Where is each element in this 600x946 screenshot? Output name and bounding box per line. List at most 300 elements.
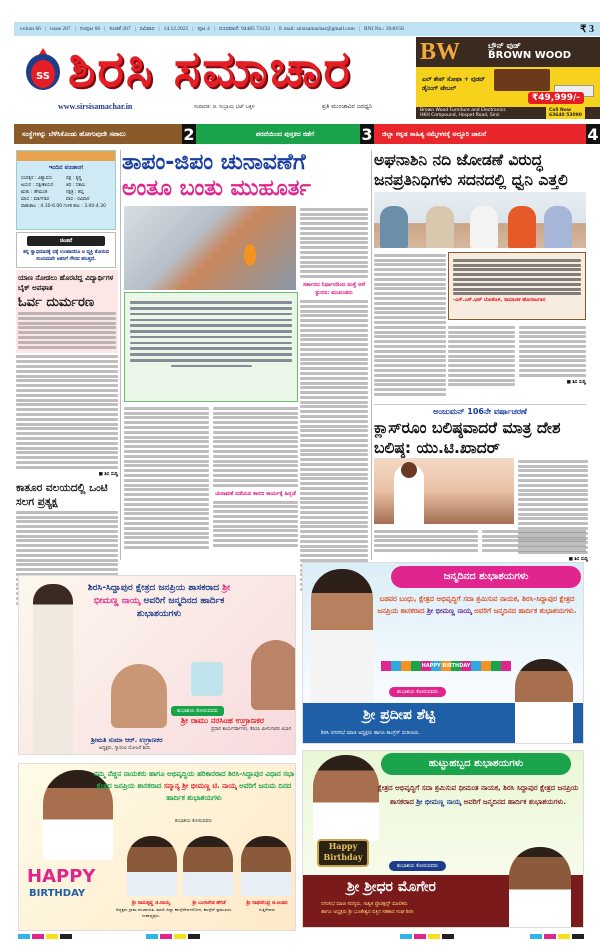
text-line	[374, 340, 446, 343]
text-line	[124, 412, 209, 415]
text-line	[482, 544, 586, 547]
text-line	[300, 324, 368, 327]
text-line	[130, 342, 292, 345]
text-line	[300, 497, 368, 500]
ad-offer: ಎಲ್ ಶೇಪ್ ಸೋಫಾ + ವುಡನ್ ಡೈನಿಂಗ್ ಟೇಬಲ್	[422, 76, 486, 92]
phone: ದೂರವಾಣಿ: 94485 73133	[218, 25, 270, 32]
text-line	[374, 359, 446, 362]
ad-logo: BW	[420, 39, 461, 65]
text-line	[124, 508, 209, 511]
text-line	[519, 345, 586, 348]
text-line	[16, 384, 118, 387]
text-line	[18, 317, 116, 320]
wishers-badge: ಶುಭಾಶಯ ಕೋರುವವರು	[389, 687, 446, 697]
thought-box	[16, 232, 116, 268]
left-story-accident[interactable]	[16, 270, 118, 613]
text-line	[300, 386, 368, 389]
text-line	[213, 445, 298, 448]
text-line	[300, 540, 368, 543]
mla-waving-photo	[33, 584, 73, 755]
volume: volum 66	[20, 26, 41, 32]
text-line	[519, 369, 586, 372]
ad-title: ಜನ್ಮದಿನದ ಶುಭಾಶಯಗಳು	[391, 566, 581, 588]
text-line	[16, 559, 118, 562]
text-line	[300, 516, 368, 519]
text-line	[453, 259, 581, 262]
logo-icon	[24, 46, 62, 92]
story-body	[18, 312, 116, 349]
ad-message	[371, 593, 583, 617]
lead-subhead: ಸರ್ಕಾರದ ನಿರ್ಧಾರದಿಂದ ಮತ್ತೆ ಆಸೆ ಸ್ಫುರಣ: ಮುಖಂಡರು	[303, 281, 365, 296]
panchanga-cell: ಅಯನ : ದಕ್ಷಿಣಾಯನ	[21, 183, 54, 188]
text-line	[213, 510, 298, 513]
text-line	[374, 287, 446, 290]
registration-marks	[530, 934, 584, 939]
ad-message-pre: ಶಿರಸಿ-ಸಿದ್ದಾಪುರ ಕ್ಷೇತ್ರದ ಜನಪ್ರಿಯ ಶಾಸಕರಾದ	[87, 583, 220, 593]
text-line	[518, 522, 588, 525]
issue: issue 287	[50, 26, 71, 32]
story-byline: ■ ಶಿಸ ಸುದ್ದಿ	[568, 556, 588, 562]
registration-marks	[146, 934, 200, 939]
ad-highlight-name: ಶ್ರೀ ಭೀಮಣ್ಣ ನಾಯ್ಕ	[426, 607, 472, 615]
text-line	[448, 355, 515, 358]
text-line	[300, 477, 368, 480]
text-line	[300, 367, 368, 370]
text-line	[453, 264, 581, 267]
ad-price: ₹49,999/-	[528, 92, 584, 104]
color-swatch	[146, 934, 158, 939]
text-line	[16, 413, 118, 416]
text-line	[124, 503, 209, 506]
speaker	[394, 464, 424, 524]
rni-number: RNI No.: 3940/58	[363, 26, 404, 32]
scroll-decoration	[17, 151, 115, 161]
text-line	[374, 302, 446, 305]
color-swatch	[60, 934, 72, 939]
text-line	[130, 307, 292, 310]
text-line	[124, 541, 209, 544]
text-line	[16, 399, 118, 402]
masthead-meta-bar: volum 66 | issue 287 | ಸಂಪುಟ 66 | ಸಂಚಿಕೆ 287 | ರವಿವಾರ | 14.12.2025 | ಪುಟ 4 | ದೂರವಾಣಿ: 94485 73133 | E mail: sirsisamachar@gmail.com | RNI No.: 3940/58 ₹ 3	[14, 22, 600, 36]
text-line	[300, 338, 368, 341]
panchanga-row	[17, 189, 115, 196]
text-line	[16, 423, 118, 426]
text-line	[448, 374, 515, 377]
wishers-badge: ಶುಭಾಶಯ ಕೋರುವವರು	[389, 861, 446, 871]
text-line	[16, 370, 118, 373]
text-line	[213, 426, 298, 429]
text-line	[130, 319, 292, 322]
text-line	[374, 263, 446, 266]
text-line	[519, 355, 586, 358]
website-link[interactable]: www.sirsisamachar.in	[58, 102, 133, 111]
weekday: ರವಿವಾರ	[139, 25, 155, 32]
text-line	[300, 501, 368, 504]
text-line	[16, 520, 118, 523]
text-line	[16, 355, 118, 358]
text-line	[124, 445, 209, 448]
text-line	[448, 326, 515, 329]
text-line	[300, 353, 368, 356]
text-line	[124, 474, 209, 477]
ad-phone: 63640 53090	[549, 113, 582, 118]
issue-kn: ಸಂಚಿಕೆ 287	[109, 25, 131, 32]
column-divider	[371, 150, 372, 560]
wisher-name: ಶ್ರೀ ಪ್ರದೀಪ ಶೆಟ್ಟಿ	[363, 707, 436, 723]
portrait-photo	[111, 664, 167, 728]
color-swatch	[530, 934, 542, 939]
text-line	[374, 307, 446, 310]
text-line	[374, 331, 446, 334]
text-line	[448, 350, 515, 353]
text-line	[124, 431, 209, 434]
portrait-photo	[251, 640, 296, 710]
text-line	[300, 425, 368, 428]
wisher-role: ಅಧ್ಯಕ್ಷರು ಗ್ರಾಮ ಪಂಚಾಯತ, ಮಾಜಿ ಜಿಲ್ಲಾ ಕಾಂಗ್ರೆಸ್ ಉಪಾಧ್ಯಕ್ಷರು.	[115, 907, 187, 918]
text-line	[300, 463, 368, 466]
text-line	[130, 324, 292, 327]
text-line	[519, 350, 586, 353]
story-body	[300, 300, 368, 591]
text-line	[16, 394, 118, 397]
text-line	[300, 270, 368, 273]
text-line	[300, 348, 368, 351]
text-line	[374, 278, 446, 281]
text-line	[213, 484, 298, 487]
person	[470, 206, 498, 248]
text-line	[518, 513, 588, 516]
panchanga-cell: ಋತು : ಹೇಮಂತ	[21, 190, 48, 195]
text-line	[124, 484, 209, 487]
text-line	[124, 479, 209, 482]
text-line	[374, 273, 446, 276]
wisher-role-line1: ನಗರಸಭೆ ಮಾಜಿ ಸದಸ್ಯರು, ಸಾತ್ವಿಕ ಪ್ರೊಡಕ್ಷನ್ಸ್ ಮಾಲಿಕರು	[321, 902, 408, 907]
text-line	[16, 535, 118, 538]
color-swatch	[442, 934, 454, 939]
text-line	[18, 322, 116, 325]
text-line	[300, 343, 368, 346]
text-line	[300, 334, 368, 337]
editor-credit: ಸಂಪಾದಕ: ಜಿ. ಸುಬ್ರಾಯ ಭಟ್ ಬಕ್ಕಳ	[194, 104, 255, 110]
teaser-text: ಪರದೆಯಿಂದ ಪುಸ್ತಕದ ಕಡೆಗೆ	[255, 129, 315, 138]
ad-message-post: ಅವರಿಗೆ ಜನ್ಮದಿನದ ಹಾರ್ದಿಕ ಶುಭಾಶಯಗಳು.	[474, 607, 577, 615]
wisher-role: ಶಿರಸಿ ನಗರಸಭೆ ಮಾಜಿ ಅಧ್ಯಕ್ಷರು ಹಾಗೂ ಕಾಂಗ್ರೆಸ್ ಧುರೀಣರು.	[321, 730, 421, 736]
text-line	[518, 484, 588, 487]
text-line	[300, 362, 368, 365]
text-line	[300, 261, 368, 264]
text-line	[300, 468, 368, 471]
story-body	[300, 208, 368, 278]
text-line	[300, 256, 368, 259]
panchanga-row	[17, 196, 115, 203]
text-line	[448, 369, 515, 372]
text-line	[374, 379, 446, 382]
teaser-page-number: 4	[587, 124, 599, 144]
text-line	[16, 389, 118, 392]
panchanga-box	[16, 150, 116, 230]
text-column	[213, 405, 298, 551]
text-line	[300, 549, 368, 552]
text-line	[124, 469, 209, 472]
text-line	[213, 450, 298, 453]
text-line	[300, 310, 368, 313]
right-story-headline[interactable]: ಅಘನಾಶಿನಿ ನದಿ ಜೋಡಣೆ ವಿರುದ್ಧ ಜನಪ್ರತಿನಿಧಿಗಳು ಸದನದಲ್ಲಿ ಧ್ವನಿ ಎತ್ತಲಿ	[374, 151, 568, 189]
text-line	[374, 364, 446, 367]
cake-icon	[191, 662, 223, 696]
birthday-ad-shridhar-mogera[interactable]	[302, 750, 584, 928]
text-line	[300, 265, 368, 268]
text-line	[300, 420, 368, 423]
text-line	[213, 464, 298, 467]
text-line	[519, 364, 586, 367]
text-line	[16, 447, 118, 450]
text-line	[518, 474, 588, 477]
text-line	[300, 482, 368, 485]
text-line	[300, 444, 368, 447]
text-line	[16, 525, 118, 528]
text-line	[300, 372, 368, 375]
text-line	[213, 505, 298, 508]
text-line	[374, 326, 446, 329]
panchanga-title: ಇಂದಿನ ಪಂಚಾಂಗ	[48, 164, 84, 171]
happy-birthday-bunting: HAPPY BIRTHDAY	[381, 661, 511, 671]
ad-message-post: ಅವರಿಗೆ ಜನ್ಮದಿನದ ಹಾರ್ದಿಕ ಶುಭಾಶಯಗಳು.	[463, 798, 567, 806]
panchanga-cell: ನಕ್ಷತ್ರ : ಹಸ್ತ	[66, 190, 84, 195]
text-line	[374, 388, 446, 391]
lead-headline-line2: ಅಂತೂ ಬಂತು ಮುಹೂರ್ತ	[122, 176, 311, 201]
text-line	[374, 369, 446, 372]
text-line	[213, 431, 298, 434]
text-line	[518, 460, 588, 463]
teaser-page-3[interactable]	[196, 124, 374, 144]
text-line	[300, 300, 368, 303]
text-column	[482, 528, 586, 554]
text-line	[300, 305, 368, 308]
text-line	[16, 563, 118, 566]
lead-story-body	[124, 405, 298, 551]
ad-message	[79, 582, 239, 621]
text-line	[374, 355, 446, 358]
email[interactable]: E mail: sirsisamachar@gmail.com	[279, 26, 355, 32]
text-line	[124, 416, 209, 419]
color-swatch	[18, 934, 30, 939]
text-line	[124, 440, 209, 443]
text-line	[124, 464, 209, 467]
text-line	[300, 535, 368, 538]
birthday-ad-pradeep-shetty[interactable]	[302, 562, 584, 744]
text-line	[519, 340, 586, 343]
text-line	[374, 259, 446, 262]
teaser-page-number: 3	[361, 124, 373, 144]
thought-text: ತನ್ನ ಸ್ವಾಭಿಮಾನಕ್ಕೆ ಧಕ್ಕೆ ಉಂಟಾದರೂ ಆ ವ್ಯಕ್ತಿ ತೋರುವ ಸಂಯಮವೇ ಆತನಿಗೆ ಗೌರವ ತರುತ್ತದೆ.	[23, 250, 109, 262]
teaser-page-number: 2	[183, 124, 195, 144]
text-line	[130, 301, 292, 304]
text-line	[18, 312, 116, 315]
text-line	[124, 426, 209, 429]
wisher-role: ಅಧ್ಯಕ್ಷರು, ಗ್ಯಾರಂಟಿ ಯೋಜನೆ ಶಿರಸಿ	[99, 746, 151, 751]
text-line	[518, 489, 588, 492]
text-line	[300, 458, 368, 461]
text-line	[213, 515, 298, 518]
teaser-text: ಜಿಲ್ಲಾ ಕನ್ನಡ ಸಾಹಿತ್ಯ ಸಮ್ಮೇಳನಕ್ಕೆ ಅದ್ದೂರಿ ಚಾಲನೆ	[382, 129, 487, 138]
text-line	[300, 222, 368, 225]
text-line	[374, 345, 446, 348]
text-line	[518, 469, 588, 472]
ad-highlight-name: ಶ್ರೀ ಭೀಮಣ್ಣ ನಾಯ್ಕ	[93, 583, 231, 606]
color-swatch	[414, 934, 426, 939]
color-swatch	[400, 934, 412, 939]
headline-box	[16, 270, 118, 353]
color-swatch	[428, 934, 440, 939]
price: ₹ 3	[580, 23, 594, 35]
birthday-text: Birthday	[323, 852, 363, 862]
text-line	[518, 503, 588, 506]
text-line	[213, 469, 298, 472]
text-line	[16, 530, 118, 533]
text-line	[124, 460, 209, 463]
text-line	[16, 432, 118, 435]
birthday-ad-ugranakar[interactable]	[18, 575, 296, 755]
text-line	[448, 359, 515, 362]
wisher-name: ಶ್ರೀ ಬಂಗಾರೇಶ ಹೆಗಡೆ	[192, 901, 226, 906]
text-line	[300, 429, 368, 432]
text-line	[374, 297, 446, 300]
text-line	[448, 383, 515, 386]
text-line	[124, 498, 209, 501]
text-line	[213, 529, 298, 532]
ad-message-post: ಅವರಿಗೆ ಜನುಮ ದಿನದ ಹಾರ್ದಿಕ ಶುಭಾಶಯಗಳು	[166, 782, 292, 802]
text-line	[300, 241, 368, 244]
text-column	[448, 324, 515, 388]
anjuman-headline[interactable]: ಕ್ಲಾಸ್‌ರೂಂ ಬಲಿಷ್ಠವಾದರೆ ಮಾತ್ರ ದೇಶ ಬಲಿಷ್ಠ: ಯು.ಟಿ.ಖಾದರ್	[374, 419, 561, 457]
panchanga-cell: ಪಕ್ಷ : ಕೃಷ್ಣ	[66, 176, 82, 181]
ad-address-line1: Brown Wood Furniture and Electronics	[420, 108, 506, 113]
text-line	[16, 456, 118, 459]
text-line	[16, 554, 118, 557]
text-line	[300, 415, 368, 418]
person	[544, 206, 572, 248]
registration-marks	[400, 934, 454, 939]
text-column	[124, 405, 209, 551]
text-line	[213, 436, 298, 439]
text-line	[213, 539, 298, 542]
text-line	[374, 268, 446, 271]
color-swatch	[32, 934, 44, 939]
text-line	[213, 455, 298, 458]
ad-title: ಹುಟ್ಟುಹಬ್ಬದ ಶುಭಾಶಯಗಳು	[381, 753, 571, 775]
text-line	[374, 535, 478, 538]
text-line	[300, 246, 368, 249]
wisher-name: ಶ್ರೀ ಶ್ರೀಧರ ಮೊಗೇರ	[347, 879, 436, 895]
text-line	[300, 329, 368, 332]
color-swatch	[572, 934, 584, 939]
lead-subhead-2: ಚುನಾವಣೆ ನಡೆಯದ ಕಾರಣ ಕಾರ್ಯಕ್ಕೆ ಹಿನ್ನಡೆ	[215, 490, 296, 497]
date: 14.12.2025	[163, 26, 189, 32]
text-line	[16, 466, 118, 469]
text-line	[374, 254, 446, 257]
panchanga-cell: ಸಂವತ್ಸರ : ವಿಶ್ವಾವಸು	[21, 176, 53, 181]
text-line	[374, 383, 446, 386]
story-headline: ಓರ್ವ ದುರ್ಮರಣ	[18, 295, 95, 310]
quote-author: -ಎಸ್.ಎಸ್.ಭಟ್ ಲೋಕೊಳಿ, ಸಾಮಾಜಿಕ ಹೋರಾಟಗಾರ	[453, 297, 546, 304]
text-line	[16, 403, 118, 406]
text-line	[300, 319, 368, 322]
text-line	[124, 436, 209, 439]
lead-side-column	[300, 206, 368, 593]
text-line	[130, 353, 292, 356]
text-line	[213, 412, 298, 415]
text-line	[518, 508, 588, 511]
right-story-body	[448, 324, 586, 388]
text-line	[130, 347, 292, 350]
text-line	[453, 288, 581, 291]
ad-message-pre: ಕ್ಷೇತ್ರದ ಅಭಿವೃದ್ಧಿಗೆ ಸದಾ ಶ್ರಮಿಸುವ ಧೀಮಂತ ನಾಯಕ, ಶಿರಸಿ ಸಿದ್ದಾಪುರ ಕ್ಷೇತ್ರದ ಜನಪ್ರಿಯ ಶಾಸಕರಾದ	[377, 784, 579, 806]
svg-text:SS: SS	[36, 71, 50, 82]
wisher-name: ಶ್ರೀ ರಾಘವೇಂದ್ರ ಜಿ.ಆಚಾರಿ	[246, 901, 288, 906]
masthead	[14, 36, 414, 118]
text-line	[18, 326, 116, 329]
text-line	[300, 237, 368, 240]
text-line	[16, 427, 118, 430]
text-line	[374, 374, 446, 377]
text-line	[124, 532, 209, 535]
text-line	[18, 331, 116, 334]
panchanga-timing: ರಾಹುಕಾಲ : 4.30-6.00 ಗುಳಿಕ ಕಾಲ : 3.00-4.30	[21, 204, 106, 209]
ad-address-line2: HKH Compound, Hospet Road, Sirsi	[420, 113, 500, 118]
text-line	[124, 421, 209, 424]
panchanga-row	[17, 182, 115, 189]
ink-bottle	[244, 244, 256, 266]
text-line	[300, 391, 368, 394]
ad-message-post: ಅವರಿಗೆ ಜನ್ಮದಿನದ ಹಾರ್ದಿಕ ಶುಭಾಶಯಗಳು	[136, 596, 225, 619]
text-line	[213, 440, 298, 443]
ad-call	[546, 107, 585, 119]
voting-ink-photo	[124, 206, 296, 290]
ad-message-pre: ಬಡವರ ಬಂಧು, ಕ್ಷೇತ್ರದ ಅಭಿವೃದ್ಧಿಗೆ ಸದಾ ಶ್ರಮಿಸುವ ನಾಯಕ, ಶಿರಸಿ-ಸಿದ್ದಾಪುರ ಕ್ಷೇತ್ರದ ಜನಪ್ರಿಯ ಶಾಸಕರಾದ	[377, 595, 575, 615]
lead-summary-box	[124, 292, 298, 402]
text-line	[448, 340, 515, 343]
birthday-ad-three-wishers[interactable]	[18, 763, 296, 931]
text-line	[519, 335, 586, 338]
text-line	[213, 525, 298, 528]
text-line	[213, 534, 298, 537]
text-line	[482, 530, 586, 533]
text-line	[518, 498, 588, 501]
lead-story-headline[interactable]	[122, 150, 370, 202]
teaser-page-4[interactable]	[374, 124, 600, 144]
wisher-role: ಬಾಳಗೋದ, ಕಾಂಗ್ರೆಸ್ ಪ್ರಮುಖರು.	[185, 907, 233, 912]
text-line	[300, 449, 368, 452]
text-line	[130, 313, 292, 316]
brown-wood-ad[interactable]	[416, 37, 600, 119]
text-line	[300, 511, 368, 514]
text-line	[16, 360, 118, 363]
text-line	[518, 479, 588, 482]
teaser-page-2[interactable]	[14, 124, 196, 144]
text-line	[16, 544, 118, 547]
text-line	[448, 364, 515, 367]
teaser-text: ಸಂಸ್ಥೆಗಳನ್ನು ಬೆಳೆಸಿಕೊಂಡು ಹೋಗುವುದೇ ಸವಾಲು	[22, 129, 126, 138]
panchanga-cell: ವಾರ : ರವಿವಾರ	[66, 197, 90, 202]
text-line	[16, 461, 118, 464]
text-line	[300, 401, 368, 404]
wisher-portrait	[515, 659, 573, 744]
text-line	[519, 359, 586, 362]
text-line	[300, 213, 368, 216]
text-line	[518, 465, 588, 468]
wisher-role-line2: ಹಾಗೂ ಅಧ್ಯಕ್ಷರು ಶ್ರೀ ಭೂತೇಶ್ವರ ಪತ್ತಿನ ಸಹಕಾರ ಸಂಘ ಶಿರಸಿ	[321, 910, 414, 915]
text-line	[16, 375, 118, 378]
